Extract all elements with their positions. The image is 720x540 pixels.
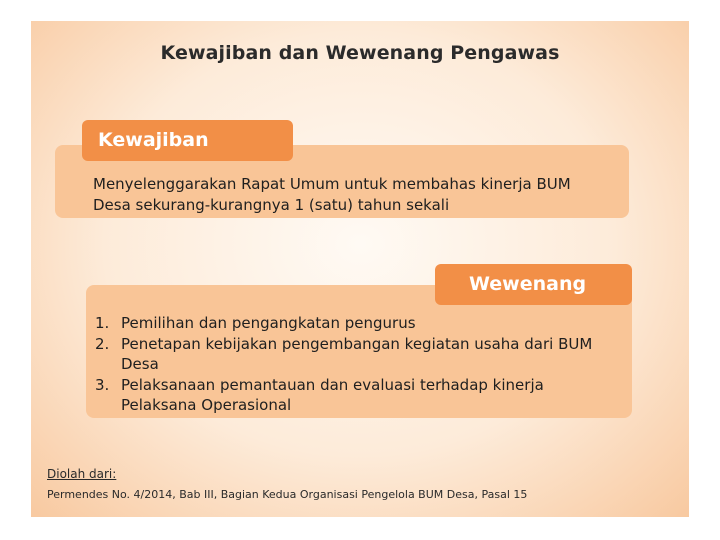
slide [31,21,689,517]
list-item [95,375,595,416]
list-item-text: Pelaksanaan pemantauan dan evaluasi terhadap kinerja Pelaksana Operasional [121,375,544,414]
list-item-number: 1. [95,314,110,332]
list-item-number: 2. [95,334,110,353]
list-item-text: Penetapan kebijakan pengembangan kegiatan usaha dari BUM Desa [121,334,593,373]
source-text: Permendes No. 4/2014, Bab III, Bagian Kedua Organisasi Pengelola BUM Desa, Pasal 15 [47,488,528,501]
wewenang-list [95,313,595,416]
kewajiban-tab: Kewajiban [82,120,293,161]
slide-title: Kewajiban dan Wewenang Pengawas [160,42,560,64]
list-item [95,313,595,334]
source-label: Diolah dari: [47,467,117,481]
wewenang-list-wrapper [95,313,595,416]
kewajiban-text: Menyelenggarakan Rapat Umum untuk membahas kinerja BUM Desa sekurang-kurangnya 1 (satu) tahun sekali [93,175,571,214]
wewenang-tab: Wewenang [435,264,632,305]
list-item-number: 3. [95,375,110,394]
list-item-text: Pemilihan dan pengangkatan pengurus [121,314,416,332]
list-item [95,334,595,375]
